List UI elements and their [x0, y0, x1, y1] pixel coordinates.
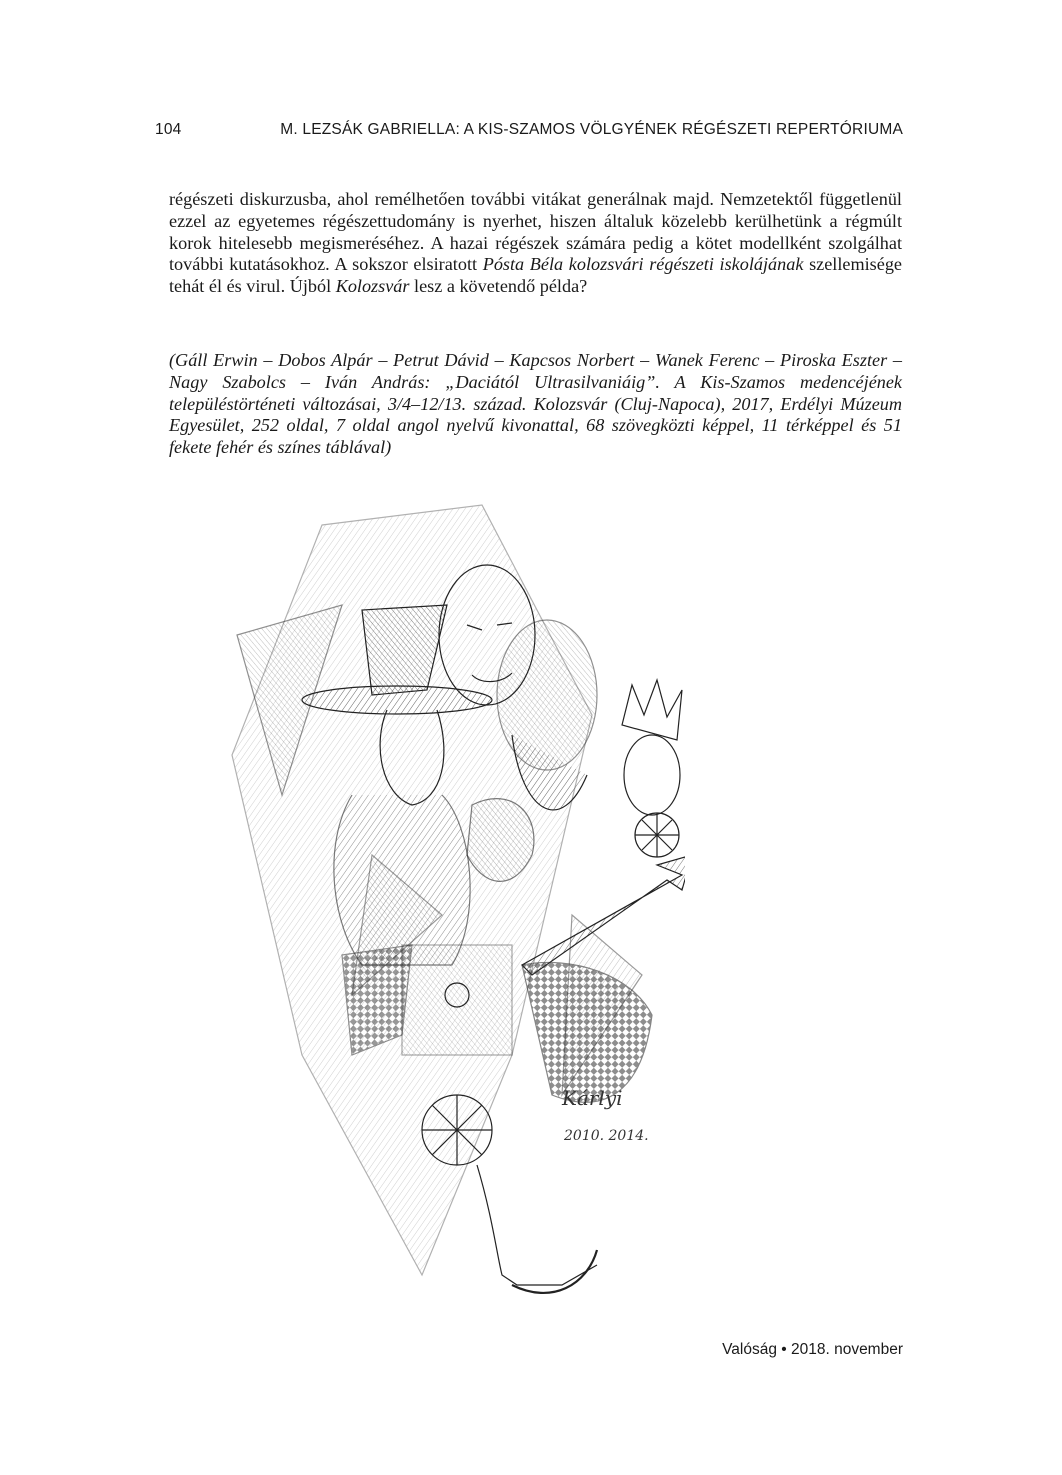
hat-brim: [302, 686, 492, 714]
body-emphasis: Kolozsvár: [335, 276, 410, 297]
figure-body: [334, 795, 470, 965]
framed-panel: [402, 945, 512, 1055]
crown: [622, 680, 682, 740]
artist-signature: Kárlyi: [562, 1086, 623, 1110]
page-number: 104: [155, 121, 182, 138]
body-emphasis: Pósta Béla kolozsvári régészeti iskolájának: [482, 254, 804, 275]
running-header: [155, 121, 903, 143]
crowned-mask: [624, 735, 680, 815]
body-paragraph: [169, 189, 902, 298]
running-title: M. LEZSÁK GABRIELLA: A KIS-SZAMOS VÖLGYÉNEK RÉGÉSZETI REPERTÓRIUMA: [280, 121, 903, 138]
ink-drawing-illustration: [212, 495, 685, 1295]
page-footer: Valóság • 2018. november: [722, 1341, 903, 1358]
curved-blade: [512, 1250, 597, 1293]
bearded-head: [497, 620, 597, 770]
body-text-segment: szellemisége tehát él és virul. Újból: [169, 254, 902, 297]
hands: [467, 799, 534, 882]
book-citation: (Gáll Erwin – Dobos Alpár – Petrut Dávid – Kapcsos Norbert – Wanek Ferenc – Piroska Eszter – Nagy Szabolcs – Iván András: „Daciától Ultrasilvaniáig”. A Kis-Szamos medencéjének településtörténeti változásai, 3/4–12/13. század. Kolozsvár (Cluj-Napoca), 2017, Erdélyi Múzeum Egyesület, 252 oldal, 7 oldal angol nyelvű kivonattal, 68 szövegközti képpel, 11 térképpel és 51 fekete fehér és színes táblával): [169, 350, 902, 458]
wheel-spokes: [422, 1095, 492, 1165]
body-text-segment: lesz a követendő példa?: [409, 276, 588, 297]
leg: [477, 1165, 597, 1285]
artwork-years: 2010. 2014.: [564, 1128, 649, 1144]
body-text-segment: régészeti diskurzusba, ahol remélhetően további vitákat generálnak majd. Nemzetektől függetlenül ezzel az egyetemes régészettudomány is nyerhet, hiszen általuk közelebb kerülhetünk a régmúlt korok hitelesebb megismeréséhez. A hazai régészek számára pedig a kötet modellként szolgálhat további kutatásokhoz. A sokszor elsiratott: [169, 189, 902, 275]
